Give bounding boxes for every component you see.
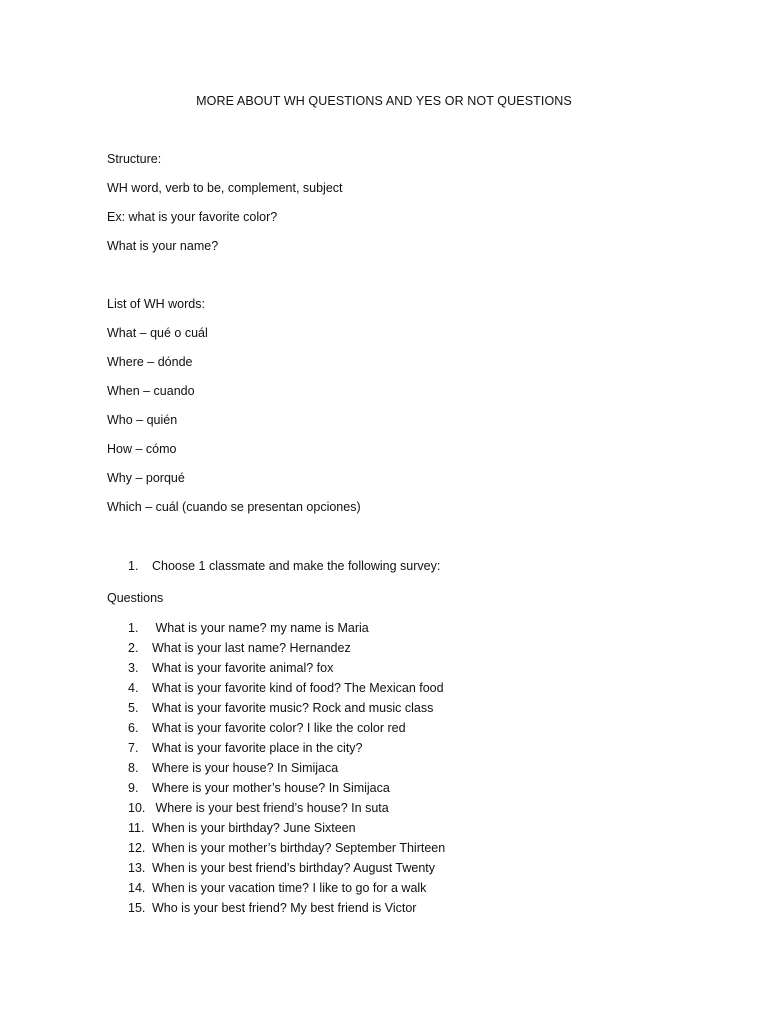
question-text: Who is your best friend? My best friend is Victor [152,901,417,915]
wh-word-item: Who – quién [107,413,178,427]
question-number: 8. [128,761,139,775]
questions-list [128,620,445,920]
wh-word-item: Which – cuál (cuando se presentan opciones) [107,500,361,514]
question-number: 4. [128,681,139,695]
question-item [128,860,445,880]
question-item [128,660,445,680]
question-text: What is your favorite animal? fox [152,661,334,675]
question-number: 13. [128,861,146,875]
wh-word-item: How – cómo [107,442,177,456]
question-item [128,700,445,720]
wh-words-heading: List of WH words: [107,297,205,311]
question-text: When is your best friend’s birthday? August Twenty [152,861,436,875]
question-item [128,760,445,780]
question-item [128,840,445,860]
question-text: Where is your best friend’s house? In suta [152,801,389,815]
question-number: 5. [128,701,139,715]
question-item [128,740,445,760]
question-item [128,880,445,900]
question-number: 3. [128,661,139,675]
question-number: 2. [128,641,139,655]
question-item [128,900,445,920]
question-number: 12. [128,841,146,855]
question-text: What is your favorite color? I like the color red [152,721,406,735]
question-text: Where is your mother’s house? In Simijaca [152,781,390,795]
structure-pattern: WH word, verb to be, complement, subject [107,181,343,195]
page-title: MORE ABOUT WH QUESTIONS AND YES OR NOT QUESTIONS [196,94,572,108]
question-number: 1. [128,621,139,635]
wh-word-item: Why – porqué [107,471,185,485]
question-number: 11. [128,821,145,835]
question-text: Where is your house? In Simijaca [152,761,339,775]
question-number: 6. [128,721,139,735]
question-text: When is your mother’s birthday? September Thirteen [152,841,446,855]
question-item [128,640,445,660]
question-text: What is your last name? Hernandez [152,641,351,655]
wh-word-item: What – qué o cuál [107,326,208,340]
question-item [128,800,445,820]
question-number: 15. [128,901,146,915]
question-text: What is your favorite place in the city? [152,741,363,755]
question-text: What is your favorite kind of food? The Mexican food [152,681,444,695]
question-text: What is your name? my name is Maria [152,621,369,635]
wh-word-item: When – cuando [107,384,195,398]
wh-word-item: Where – dónde [107,355,193,369]
question-item [128,780,445,800]
question-text: What is your favorite music? Rock and music class [152,701,434,715]
questions-heading: Questions [107,591,164,605]
question-number: 7. [128,741,139,755]
task-text: Choose 1 classmate and make the following survey: [152,559,441,573]
task-item [128,559,440,573]
question-text: When is your vacation time? I like to go for a walk [152,881,427,895]
question-item [128,680,445,700]
question-number: 14. [128,881,146,895]
question-text: When is your birthday? June Sixteen [152,821,356,835]
question-number: 10. [128,801,146,815]
structure-example-1: Ex: what is your favorite color? [107,210,278,224]
task-number: 1. [128,559,139,573]
question-item [128,620,445,640]
question-item [128,820,445,840]
structure-heading: Structure: [107,152,162,166]
question-number: 9. [128,781,139,795]
question-item [128,720,445,740]
structure-example-2: What is your name? [107,239,219,253]
